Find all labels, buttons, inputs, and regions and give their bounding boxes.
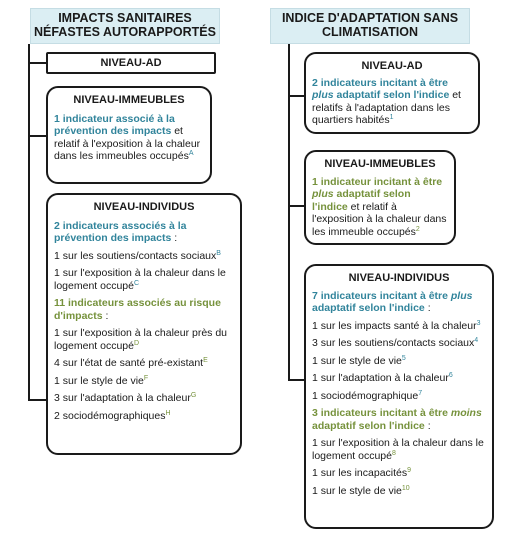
right-header-line-1: INDICE D'ADAPTATION SANS xyxy=(281,11,459,25)
right-immeubles-highlight-b: adaptatif selon l'indice xyxy=(312,188,411,213)
right-ad-ref: 1 xyxy=(389,114,394,121)
right-individus-group-2 xyxy=(312,407,486,432)
list-item-ref: D xyxy=(133,339,140,347)
left-immeubles-ref: A xyxy=(188,150,194,157)
list-item xyxy=(54,392,234,405)
right-niveau-individus-title: NIVEAU-INDIVIDUS xyxy=(348,272,450,284)
list-item-ref: 5 xyxy=(401,354,406,362)
list-item-text: 1 sur l'exposition à la chaleur dans le logement occupé xyxy=(54,267,226,292)
left-niveau-individus-title: NIVEAU-INDIVIDUS xyxy=(93,201,195,213)
list-item xyxy=(54,357,234,370)
left-individus-group-1 xyxy=(54,220,234,245)
left-group-1-label: 2 indicateurs associés à la prévention des impacts xyxy=(54,219,187,244)
right-group-2-label-b: adaptatif selon l'indice xyxy=(312,419,425,432)
left-branch-individus xyxy=(28,399,46,401)
list-item xyxy=(312,437,486,462)
left-individus-group-2 xyxy=(54,297,234,322)
list-item-ref: 9 xyxy=(407,467,412,474)
left-group-2-label: 11 indicateurs associés au risque d'impacts xyxy=(54,297,221,322)
list-item-text: 1 sur le style de vie xyxy=(312,354,402,367)
list-item-ref: 6 xyxy=(448,372,453,379)
left-column-header xyxy=(30,8,220,44)
right-branch-ad xyxy=(288,95,304,97)
right-group-2-label-em: moins xyxy=(450,407,482,419)
list-item-text: 1 sur les soutiens/contacts sociaux xyxy=(54,249,217,262)
right-ad-highlight-em: plus xyxy=(312,89,334,101)
list-item-ref: F xyxy=(143,374,149,382)
right-niveau-ad-title: NIVEAU-AD xyxy=(361,60,423,72)
right-branch-individus xyxy=(288,379,304,381)
list-item xyxy=(312,467,486,480)
list-item-text: 2 sociodémographiques xyxy=(54,409,166,422)
left-niveau-ad-box xyxy=(46,52,216,74)
list-item-ref: 7 xyxy=(418,389,423,397)
left-header-line-2: NÉFASTES AUTORAPPORTÉS xyxy=(34,25,216,39)
left-niveau-immeubles-title: NIVEAU-IMMEUBLES xyxy=(73,94,185,106)
right-ad-highlight-a: 2 indicateurs incitant à être xyxy=(312,76,448,89)
list-item-text: 1 sur l'exposition à la chaleur dans le logement occupé xyxy=(312,437,484,462)
list-item-ref: 4 xyxy=(474,337,479,344)
list-item-text: 3 sur l'adaptation à la chaleur xyxy=(54,392,191,404)
list-item-text: 4 sur l'état de santé pré-existant xyxy=(54,357,204,369)
list-item xyxy=(312,372,486,385)
list-item xyxy=(312,337,486,350)
list-item-ref: C xyxy=(133,279,140,287)
list-item xyxy=(54,375,234,388)
list-item xyxy=(312,485,486,498)
list-item-text: 1 sociodémographique xyxy=(312,389,419,402)
right-group-2-label-a: 3 indicateurs incitant à être xyxy=(312,407,451,419)
left-header-line-1: IMPACTS SANITAIRES xyxy=(58,11,192,25)
right-group-1-label-a: 7 indicateurs incitant à être xyxy=(312,289,451,302)
list-item-text: 1 sur les incapacités xyxy=(312,467,408,479)
list-item xyxy=(54,410,234,423)
list-item-ref: 10 xyxy=(401,484,410,492)
list-item-ref: H xyxy=(165,409,171,417)
right-column-header xyxy=(270,8,470,44)
right-group-1-label-em: plus xyxy=(450,289,473,302)
right-header-line-2: CLIMATISATION xyxy=(321,25,419,39)
list-item-text: 3 sur les soutiens/contacts sociaux xyxy=(312,337,475,349)
list-item-ref: E xyxy=(203,357,208,364)
right-group-1-label-b: adaptatif selon l'indice xyxy=(312,302,425,314)
list-item-text: 1 sur le style de vie xyxy=(54,374,144,387)
list-item-ref: 3 xyxy=(476,319,481,327)
list-item xyxy=(312,320,486,333)
right-niveau-ad-box xyxy=(304,52,480,134)
list-item-text: 1 sur l'adaptation à la chaleur xyxy=(312,372,449,384)
right-ad-text: et relatifs à l'adaptation dans les quartiers habités xyxy=(312,89,461,126)
right-niveau-immeubles-box xyxy=(304,150,456,245)
list-item-text: 1 sur l'exposition à la chaleur près du logement occupé xyxy=(54,327,228,352)
left-branch-immeubles xyxy=(28,135,46,137)
left-niveau-ad-title: NIVEAU-AD xyxy=(100,57,162,69)
list-item xyxy=(312,390,486,403)
left-branch-ad xyxy=(28,62,46,64)
left-niveau-immeubles-box xyxy=(46,86,212,184)
list-item xyxy=(54,267,234,292)
right-branch-immeubles xyxy=(288,205,304,207)
list-item-ref: B xyxy=(216,249,221,257)
list-item xyxy=(312,355,486,368)
left-immeubles-highlight: 1 indicateur associé à la prévention des impacts xyxy=(54,112,175,137)
left-niveau-individus-box xyxy=(46,193,242,455)
left-immeubles-text: et relatif à l'exposition à la chaleur dans les immeubles occupés xyxy=(54,125,201,162)
right-group-1-colon: : xyxy=(424,302,431,314)
right-immeubles-highlight-em: plus xyxy=(312,188,334,200)
left-group-1-colon: : xyxy=(171,232,178,244)
right-immeubles-text: et relatif à l'exposition à la chaleur dans les immeuble occupés xyxy=(312,200,447,238)
right-group-2-colon: : xyxy=(424,419,431,432)
list-item-text: 1 sur les impacts santé à la chaleur xyxy=(312,319,477,332)
list-item xyxy=(54,327,234,352)
list-item-ref: G xyxy=(190,392,197,399)
right-niveau-immeubles-title: NIVEAU-IMMEUBLES xyxy=(324,158,436,170)
right-niveau-individus-box xyxy=(304,264,494,529)
left-group-2-colon: : xyxy=(102,309,109,322)
right-individus-group-1 xyxy=(312,290,486,315)
left-trunk-line xyxy=(28,44,30,400)
list-item-text: 1 sur le style de vie xyxy=(312,484,402,497)
right-ad-highlight-b: adaptatif selon l'indice xyxy=(333,89,450,101)
list-item xyxy=(54,250,234,263)
right-immeubles-ref: 2 xyxy=(415,225,420,233)
right-immeubles-highlight-a: 1 indicateur incitant à être xyxy=(312,175,443,188)
list-item-ref: 8 xyxy=(391,449,396,457)
